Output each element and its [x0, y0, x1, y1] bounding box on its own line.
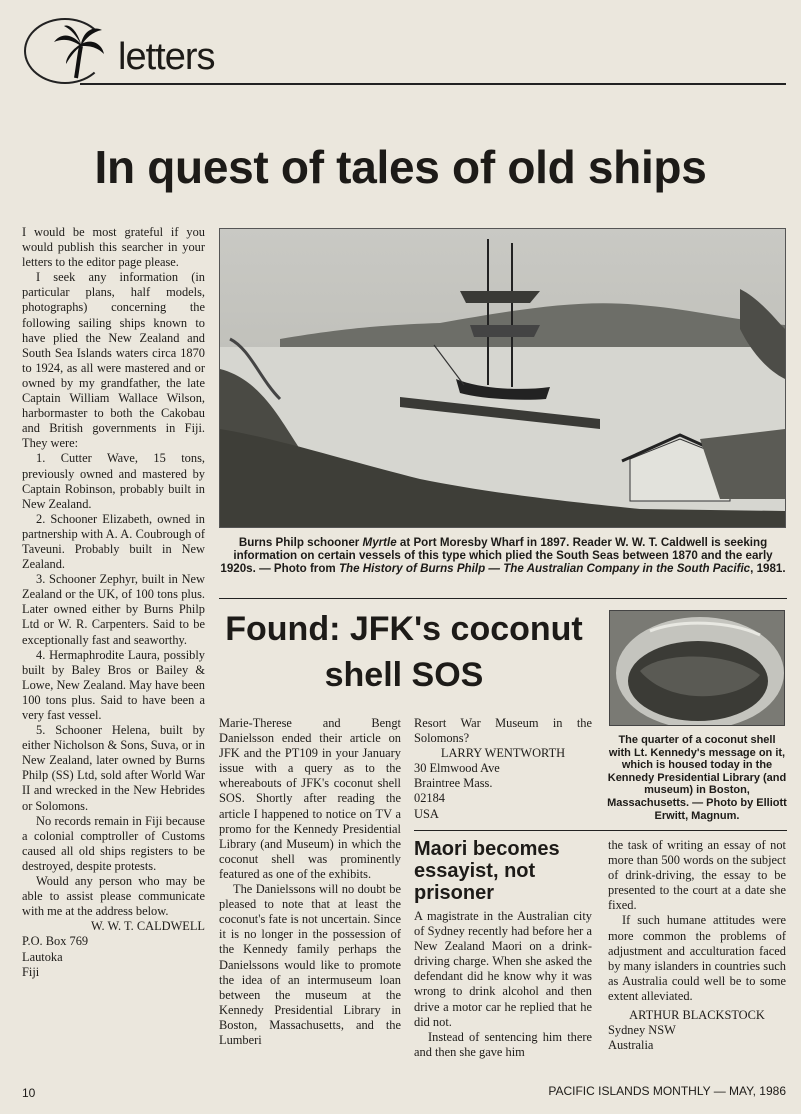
letter-paragraph: the task of writing an essay of not more than 500 words on the subject of drink-driving, the essay to be presented to the court at a date she fixed. — [608, 838, 786, 913]
ship-photo — [219, 228, 786, 528]
letter-signature: W. W. T. CALDWELL — [90, 919, 205, 934]
jfk-letter-column-2 — [414, 716, 592, 822]
letter-paragraph: If such humane attitudes were more common the problems of adjustment and acculturation faced by many islanders in countries such as Australia could well be to some extent alleviated. — [608, 913, 786, 1003]
section-divider — [219, 598, 787, 599]
publication-footer: PACIFIC ISLANDS MONTHLY — MAY, 1986 — [548, 1084, 786, 1098]
letter-paragraph: A magistrate in the Australian city of Sydney recently had before her a New Zealand Maori on a drink-driving charge. When she asked the defendant did he know why it was wrong to drink alcohol and then drive a motor car he replied that he did not. — [414, 909, 592, 1029]
letter-paragraph: Instead of sentencing him there and then she gave him — [414, 1029, 592, 1059]
palm-tree-icon — [48, 22, 108, 82]
coconut-shell-photo — [609, 610, 785, 726]
section-label: letters — [118, 36, 215, 78]
ship-name: Myrtle — [362, 536, 397, 549]
maori-letter-column-2 — [608, 838, 786, 1053]
address-line: Fiji — [22, 964, 40, 979]
address-line: 02184 — [414, 791, 445, 806]
letter-paragraph: 4. Hermaphrodite Laura, possibly built by Baley Bros or Bailey & Lowe, New Zealand. May have been 100 tons plus. Said to have been a very fast vessel. — [22, 647, 205, 722]
address-line: 30 Elmwood Ave — [414, 761, 500, 776]
letter-paragraph: 2. Schooner Elizabeth, owned in partnership with A. A. Coubrough of Taveuni. Probably built in New Zealand. — [22, 511, 205, 572]
section-divider — [414, 830, 787, 831]
letter-paragraph: I would be most grateful if you would publish this searcher in your letters to the editor page please. — [22, 225, 205, 270]
letter-paragraph: Resort War Museum in the Solomons? — [414, 716, 592, 746]
letter-paragraph: The Danielssons will no doubt be pleased to note that at least the coconut's fate is not uncertain. Since it is no longer in the possession of the Kennedy family perhaps the Danielssons would like to promote the idea of an intermuseum loan between the museum at the Kennedy Presidential Library in Boston, Massachusetts, and the Lumberi — [219, 882, 401, 1047]
jfk-headline: Found: JFK's coconut shell SOS — [225, 610, 583, 694]
letter-paragraph: 3. Schooner Zephyr, built in New Zealand or the UK, of 100 tons plus. Later owned either by Burns Philp Ltd or W. R. Carpenters. Said to be exceptionally fast and seaworthy. — [22, 572, 205, 647]
address-line: USA — [414, 806, 439, 821]
jfk-letter-column-1 — [219, 716, 401, 1048]
page-number: 10 — [22, 1086, 36, 1100]
letter-signature: LARRY WENTWORTH — [440, 746, 566, 761]
address-line: Australia — [608, 1038, 654, 1053]
coconut-caption: The quarter of a coconut shell with Lt. Kennedy's message on it, which is housed today in the Kennedy Presidential Library (and museum) in Boston, Massachusetts. — Photo by Elliott Erwitt, Magnum. — [607, 734, 787, 822]
letter-paragraph: No records remain in Fiji because a colonial comptroller of Customs caused all old ships registers to be destroyed, despite protests. — [22, 813, 205, 873]
address-line: Braintree Mass. — [414, 776, 493, 791]
letter-signature: ARTHUR BLACKSTOCK — [629, 1008, 765, 1023]
maori-letter-column-1 — [414, 909, 592, 1060]
letter-paragraph: 5. Schooner Helena, built by either Nicholson & Sons, Suva, or in New Zealand, later owned by Burns Philp (SS) Ltd, sold after World War II and wrecked in the New Hebrides or Solomons. — [22, 723, 205, 813]
maori-headline: Maori becomes essayist, not prisoner — [414, 838, 560, 904]
letter-paragraph: I seek any information (in particular plans, half models, photographs) concerning the following sailing ships known to have plied the New Zealand and South Sea Islands waters circa 1870 to 1924, as all were mastered and or owned by my grandfather, the late Captain William Wallace Wilson, harbormaster to both the Cakobau and British governments in Fiji. They were: — [22, 270, 205, 451]
main-headline: In quest of tales of old ships — [94, 141, 707, 193]
address-line: Sydney NSW — [608, 1023, 676, 1038]
address-line: P.O. Box 769 — [22, 934, 89, 949]
letter-paragraph: Marie-Therese and Bengt Danielsson ended their article on JFK and the PT109 in your January issue with a query as to the whereabouts of JFK's coconut shell SOS. Shortly after reading the article I happened to notice on TV a promo for the Kennedy Presidential Library (and Museum) in which the coconut shell was prominently featured as one of the exhibits. — [219, 716, 401, 881]
address-line: Lautoka — [22, 949, 63, 964]
header-rule — [80, 83, 786, 85]
letter-ships-column — [22, 225, 205, 980]
letter-paragraph: Would any person who may be able to assist please communicate with me at the address below. — [22, 874, 205, 919]
photo-caption: Burns Philp schooner Myrtle at Port Moresby Wharf in 1897. Reader W. W. T. Caldwell is seeking information on certain vessels of this type which plied the South Seas between 1870 and the early 1920s. — Photo from The History of Burns Philp — The Australian Company in the South Pacific, 1981. — [220, 536, 786, 575]
letter-paragraph: 1. Cutter Wave, 15 tons, previously owned and mastered by Captain Robinson, probably built in New Zealand. — [22, 451, 205, 511]
book-title: The History of Burns Philp — The Australian Company in the South Pacific — [338, 562, 751, 575]
